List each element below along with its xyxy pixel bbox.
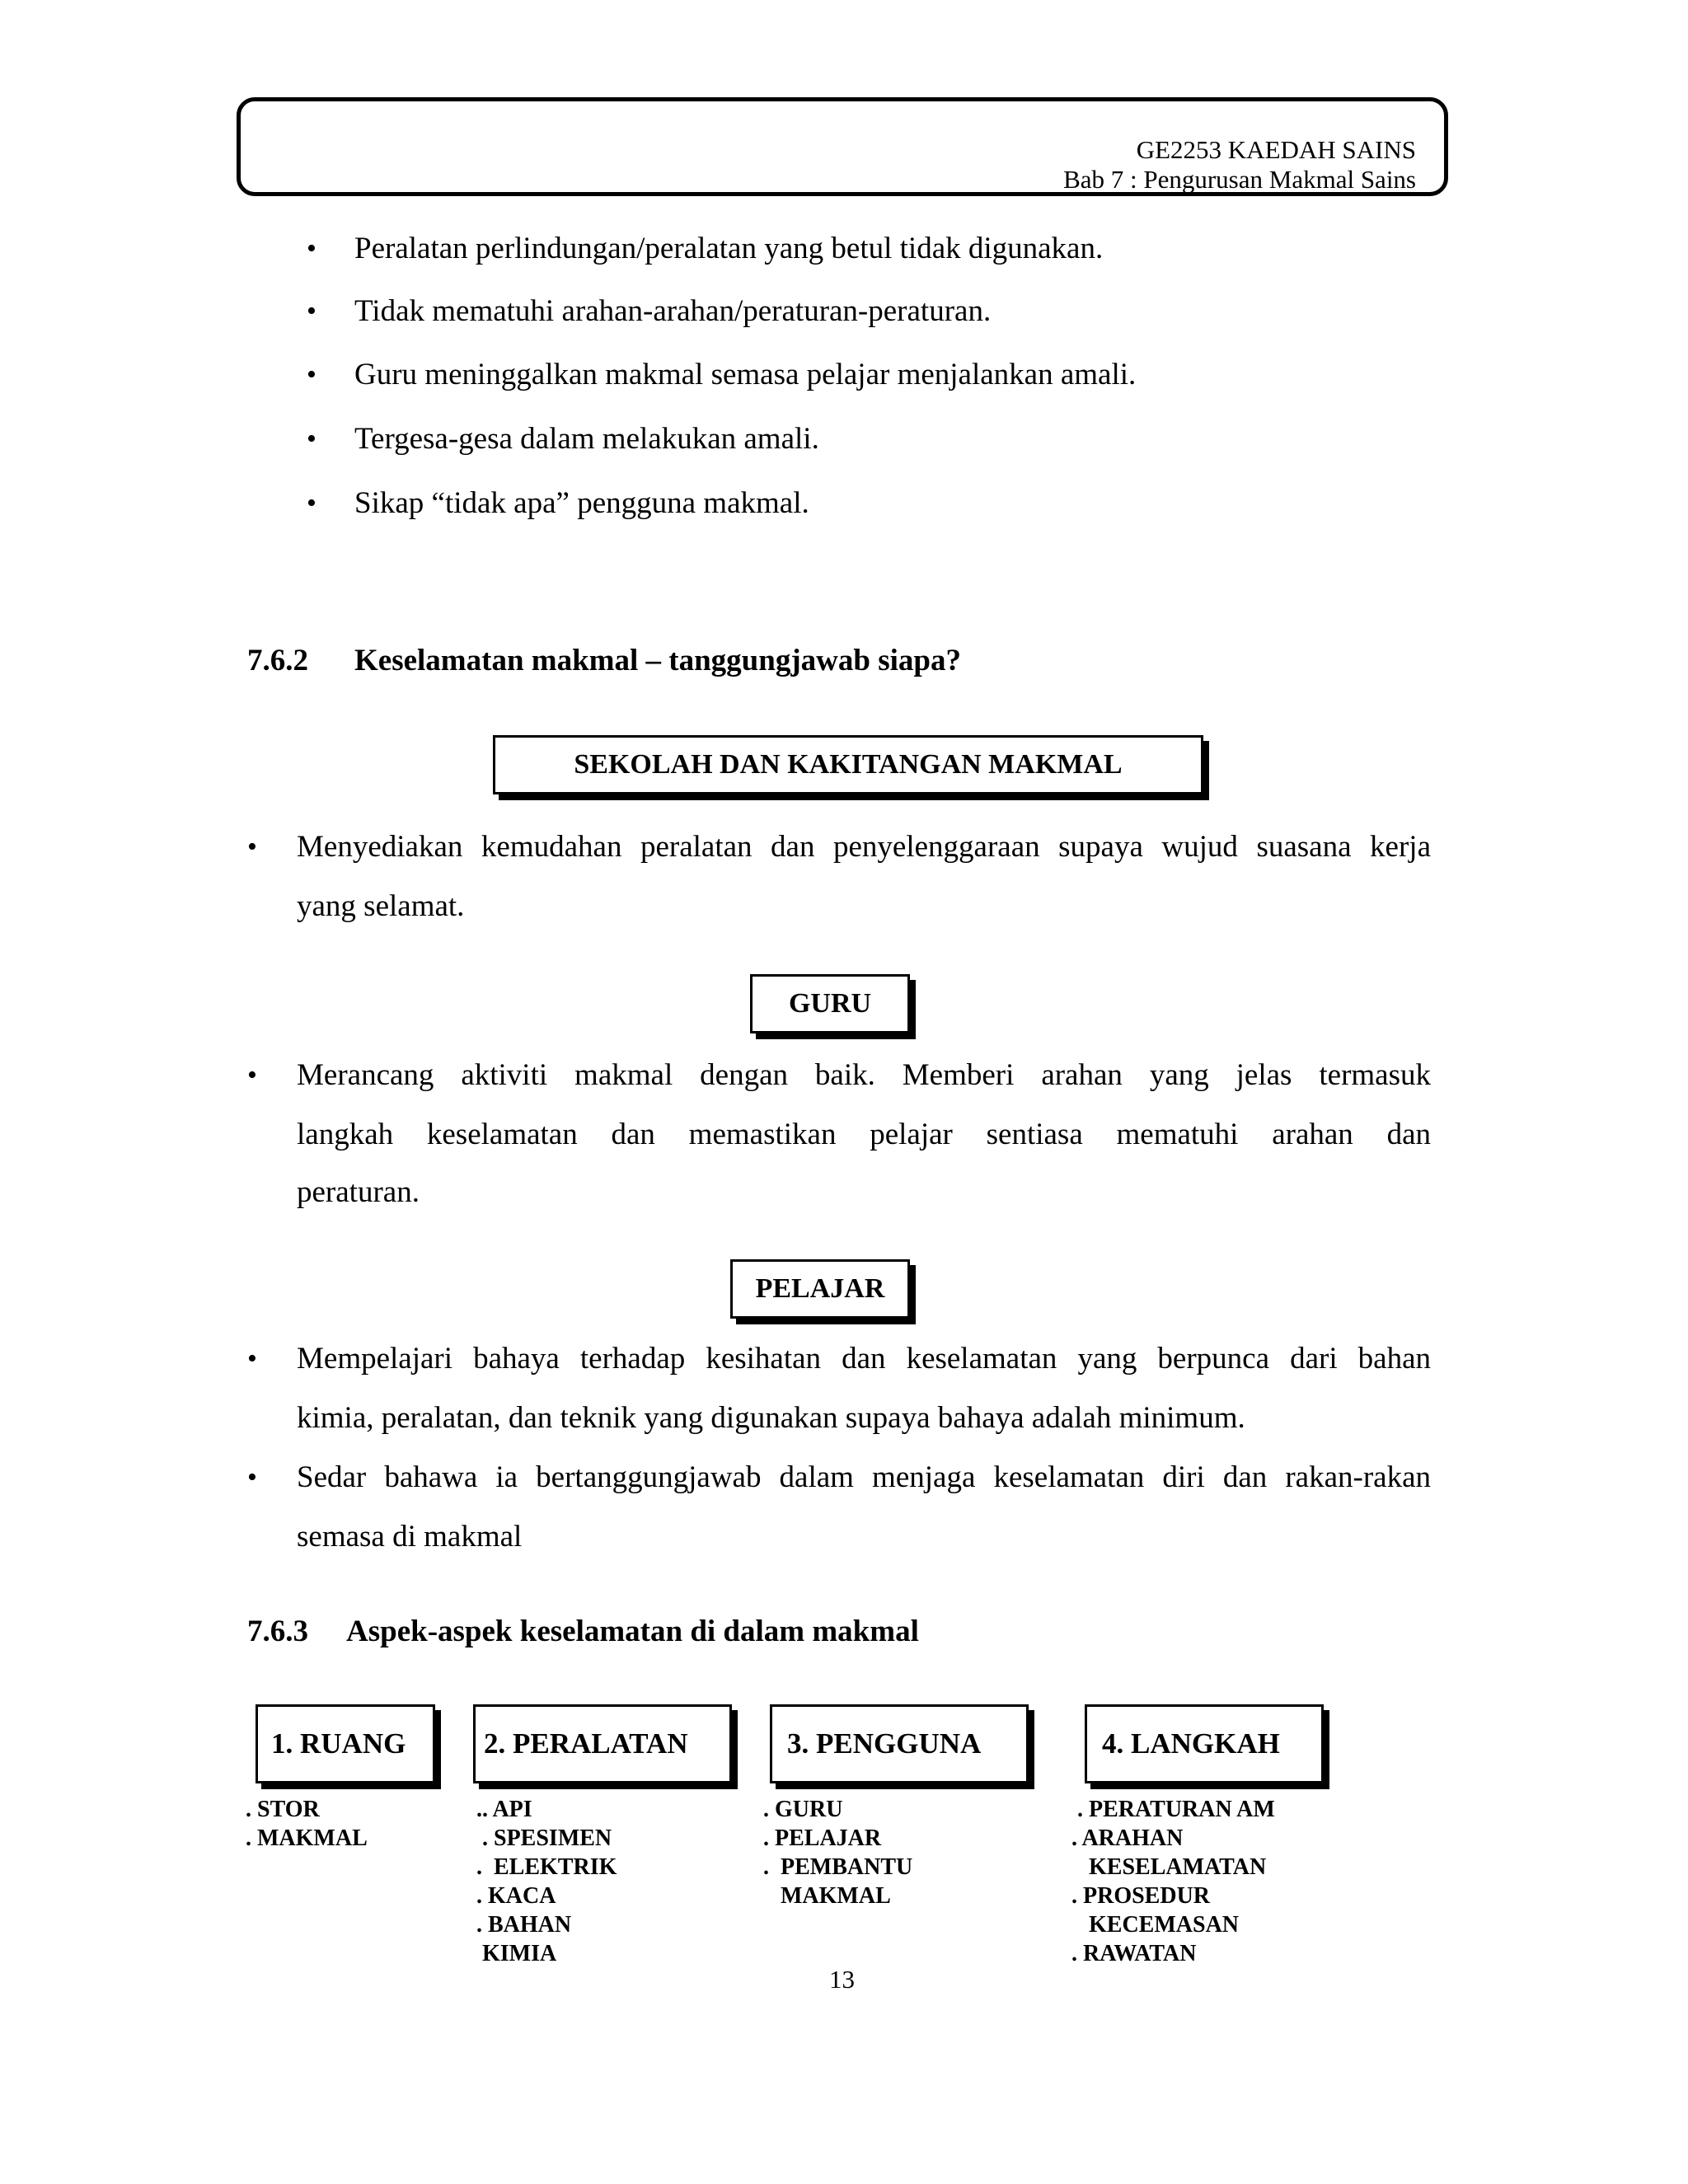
list-item: Tergesa-gesa dalam melakukan amali. <box>354 422 819 456</box>
list-item: Guru meninggalkan makmal semasa pelajar menjalankan amali. <box>354 358 1137 391</box>
list-item: . STOR <box>246 1797 320 1822</box>
bullet-dot: • <box>247 1462 257 1493</box>
section-title: Keselamatan makmal – tanggungjawab siapa? <box>354 644 961 677</box>
school-staff-box <box>493 735 1203 794</box>
aspect-box-steps <box>1085 1704 1324 1783</box>
student-bullet-line: Mempelajari bahaya terhadap kesihatan dan keselamatan yang berpunca dari bahan <box>297 1342 1431 1376</box>
student-bullet-line: kimia, peralatan, dan teknik yang digunakan supaya bahaya adalah minimum. <box>297 1401 1245 1435</box>
teacher-box <box>750 974 910 1033</box>
page-header-box <box>237 97 1448 196</box>
teacher-bullet-line: langkah keselamatan dan memastikan pelajar sentiasa mematuhi arahan dan <box>297 1118 1431 1151</box>
section-number: 7.6.3 <box>247 1615 308 1648</box>
bullet-dot: • <box>247 1343 257 1374</box>
page-number: 13 <box>829 1965 855 1994</box>
student-bullet-line: semasa di makmal <box>297 1520 523 1554</box>
student-label: PELAJAR <box>755 1273 885 1304</box>
list-item: MAKMAL <box>763 1883 891 1909</box>
bullet-dot: • <box>307 424 316 454</box>
aspect-label: 3. PENGGUNA <box>787 1727 982 1760</box>
aspect-list-space <box>246 1795 368 1853</box>
aspect-label: 2. PERALATAN <box>484 1727 688 1760</box>
teacher-bullet-line: Merancang aktiviti makmal dengan baik. Memberi arahan yang jelas termasuk <box>297 1058 1431 1092</box>
list-item: KESELAMATAN <box>1071 1854 1267 1880</box>
chapter-title: Bab 7 : Pengurusan Makmal Sains <box>1063 165 1416 194</box>
list-item: KIMIA <box>476 1941 557 1966</box>
list-item: . KACA <box>476 1883 556 1909</box>
aspect-box-space <box>256 1704 435 1783</box>
list-item: KECEMASAN <box>1071 1912 1240 1938</box>
course-code: GE2253 KAEDAH SAINS <box>1136 135 1416 164</box>
teacher-label: GURU <box>788 988 872 1019</box>
aspect-list-equipment <box>476 1795 617 1968</box>
school-bullet-line: yang selamat. <box>297 889 465 923</box>
aspect-list-steps <box>1071 1795 1275 1968</box>
school-bullet-line: Menyediakan kemudahan peralatan dan penyelenggaraan supaya wujud suasana kerja <box>297 830 1431 864</box>
list-item: Sikap “tidak apa” pengguna makmal. <box>354 486 809 520</box>
aspect-list-user <box>763 1795 912 1910</box>
list-item: . MAKMAL <box>246 1825 368 1851</box>
aspect-label: 1. RUANG <box>271 1727 406 1760</box>
list-item: Peralatan perlindungan/peralatan yang betul tidak digunakan. <box>354 232 1104 265</box>
list-item: . GURU <box>763 1797 843 1822</box>
list-item: .. API <box>476 1797 532 1822</box>
list-item: . PERATURAN AM <box>1071 1797 1275 1822</box>
bullet-dot: • <box>247 1060 257 1090</box>
bullet-dot: • <box>307 488 316 518</box>
aspect-label: 4. LANGKAH <box>1102 1727 1280 1760</box>
bullet-dot: • <box>307 296 316 326</box>
list-item: . ARAHAN <box>1071 1825 1184 1851</box>
school-staff-label: SEKOLAH DAN KAKITANGAN MAKMAL <box>574 749 1123 780</box>
student-box <box>730 1259 910 1319</box>
list-item: . PEMBANTU <box>763 1854 913 1880</box>
bullet-dot: • <box>247 832 257 862</box>
list-item: . ELEKTRIK <box>476 1854 617 1880</box>
aspect-box-user <box>770 1704 1029 1783</box>
section-number: 7.6.2 <box>247 644 308 677</box>
list-item: . PELAJAR <box>763 1825 882 1851</box>
teacher-bullet-line: peraturan. <box>297 1175 420 1209</box>
list-item: . SPESIMEN <box>476 1825 612 1851</box>
list-item: . RAWATAN <box>1071 1941 1197 1966</box>
list-item: . PROSEDUR <box>1071 1883 1211 1909</box>
bullet-dot: • <box>307 359 316 390</box>
section-title: Aspek-aspek keselamatan di dalam makmal <box>346 1615 919 1648</box>
bullet-dot: • <box>307 233 316 264</box>
aspect-box-equipment <box>473 1704 732 1783</box>
list-item: Tidak mematuhi arahan-arahan/peraturan-peraturan. <box>354 294 992 328</box>
student-bullet-line: Sedar bahawa ia bertanggungjawab dalam menjaga keselamatan diri dan rakan-rakan <box>297 1460 1431 1494</box>
list-item: . BAHAN <box>476 1912 572 1938</box>
